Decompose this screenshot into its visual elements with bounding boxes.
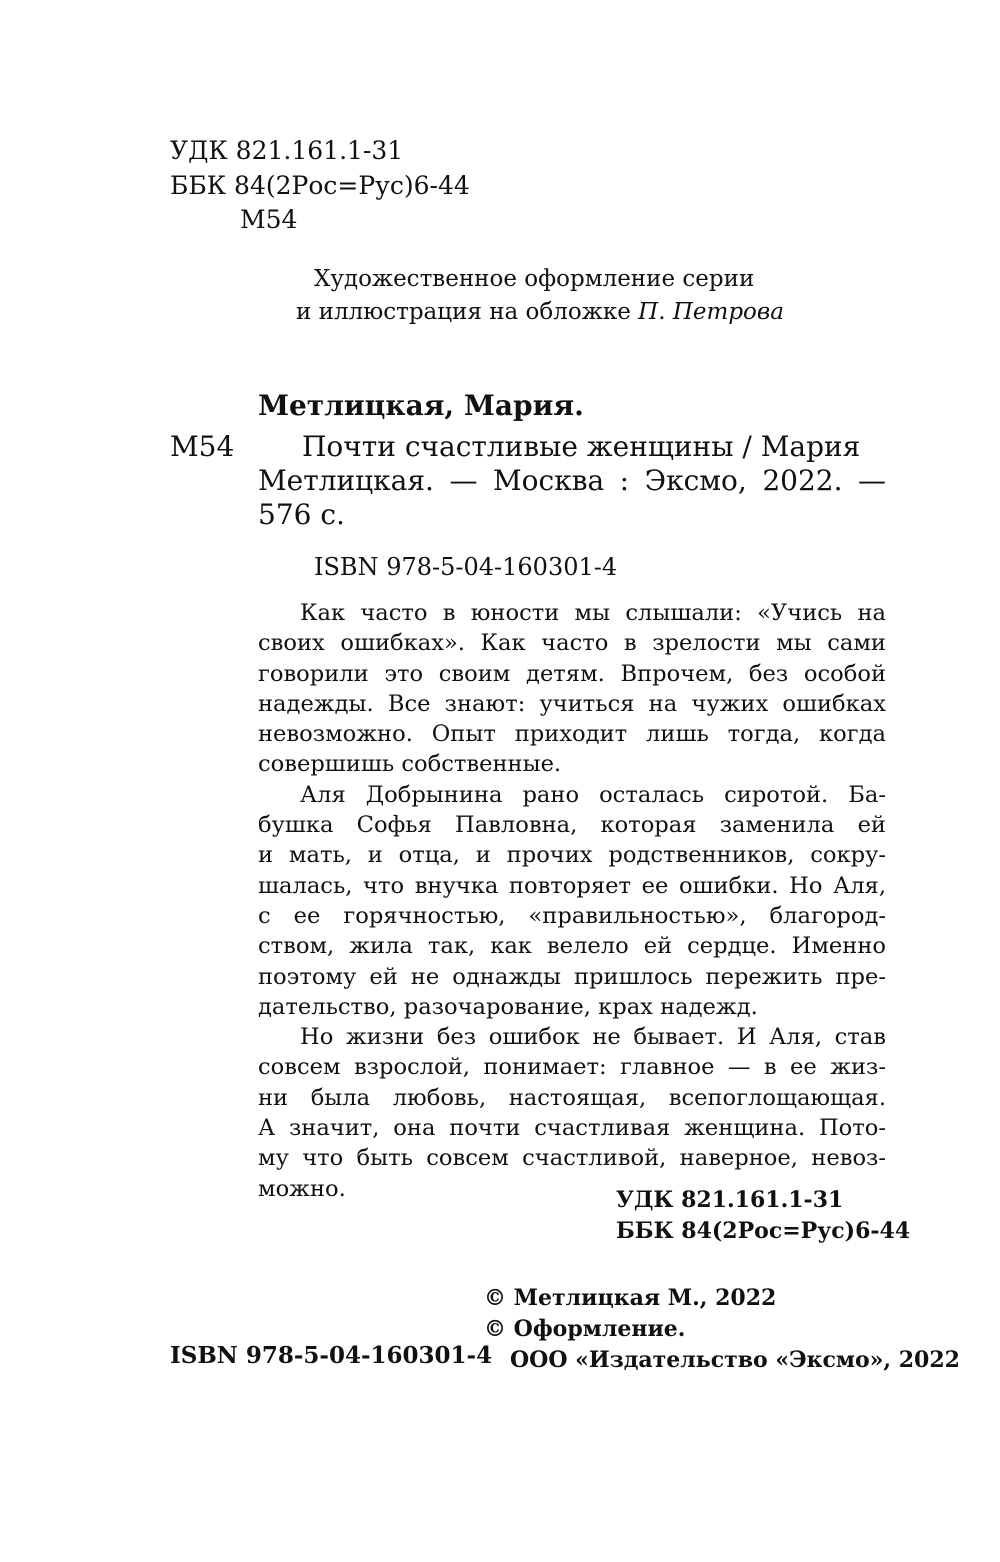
footer-udk: УДК 821.161.1-31 [616,1187,844,1213]
abstract-line: ством, жила так, как велело ей сердце. Именно [258,933,886,960]
title-line-2: Метлицкая. — Москва : Эксмо, 2022. — [258,464,886,497]
abstract-line: говорили это своим детям. Впрочем, без особой [258,660,886,687]
abstract-line: бушка Софья Павловна, которая заменила ей [258,812,886,839]
abstract-line: невозможно. Опыт приходит лишь тогда, когда [258,721,886,748]
abstract-line: шалась, что внучка повторяет ее ошибки. Но Аля, [258,872,886,899]
abstract-line: Аля Добрынина рано осталась сиротой. Ба- [300,781,886,808]
author-heading: Метлицкая, Мария. [258,389,584,422]
abstract-line: дательство, разочарование, крах надежд. [258,993,758,1020]
abstract-paragraph-2 [258,780,886,1022]
abstract-line: своих ошибках». Как часто в зрелости мы сами [258,630,886,657]
series-design-line1: Художественное оформление серии [314,266,755,292]
abstract-line: совершишь собственные. [258,751,562,778]
abstract-line: надежды. Все знают: учиться на чужих ошибках [258,690,886,717]
abstract-line: му что быть совсем счастливой, наверное, невоз- [258,1145,886,1172]
copyright-author: © Метлицкая М., 2022 [484,1285,777,1311]
author-mark: М54 [240,205,298,234]
udk-code: УДК 821.161.1-31 [170,136,404,165]
abstract-line: и мать, и отца, и прочих родственников, сокру- [258,842,886,869]
publisher-copyright: ООО «Издательство «Эксмо», 2022 [510,1347,960,1373]
footer-isbn: ISBN 978-5-04-160301-4 [170,1342,493,1369]
abstract-line: с ее горячностью, «правильностью», благород- [258,902,886,929]
footer-bbk: ББК 84(2Рос=Рус)6-44 [616,1218,911,1244]
abstract-line: Как часто в юности мы слышали: «Учись на [300,600,886,626]
series-design-prefix: и иллюстрация на обложке [296,299,639,325]
abstract-line: А значит, она почти счастливая женщина. Пото- [258,1115,886,1142]
title-line-3: 576 с. [258,498,345,531]
abstract-line: можно. [258,1175,346,1202]
abstract-line: ни была любовь, настоящая, всепоглощающая. [258,1084,886,1111]
artist-name: П. Петрова [638,299,784,325]
abstract-line: Но жизни без ошибок не бывает. И Аля, став [300,1024,886,1051]
abstract-line: поэтому ей не однажды пришлось пережить пре- [258,963,886,990]
record-mark: М54 [170,430,235,463]
bbk-code: ББК 84(2Рос=Рус)6-44 [170,171,470,200]
title-line-1: Почти счастливые женщины / Мария [302,430,861,463]
series-design-line2 [296,296,784,329]
abstract-paragraph-1 [258,598,886,780]
copyright-design: © Оформление. [484,1316,686,1342]
abstract-paragraph-3 [258,1022,886,1204]
abstract [258,598,886,1204]
abstract-line: совсем взрослой, понимает: главное — в ее жиз- [258,1054,886,1081]
isbn-inline: ISBN 978-5-04-160301-4 [314,553,618,581]
